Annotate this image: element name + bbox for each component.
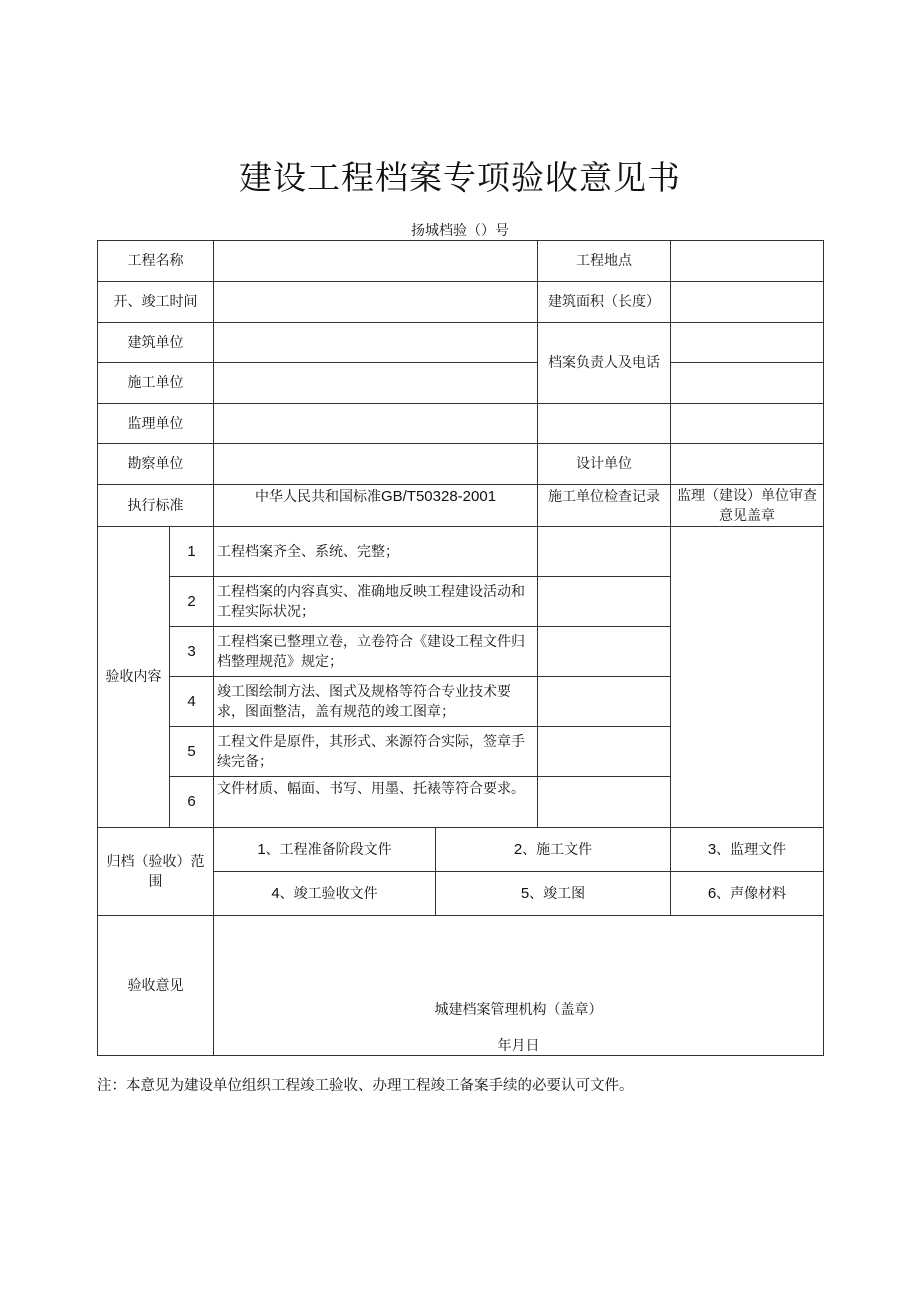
archive-contact-field-2[interactable] <box>671 363 824 404</box>
acceptance-item-text: 工程档案的内容真实、准确地反映工程建设活动和工程实际状况； <box>214 577 538 627</box>
acceptance-form-table <box>97 240 824 1056</box>
exec-standard-text: 中华人民共和国标准 <box>254 489 381 505</box>
project-location-label: 工程地点 <box>538 241 671 282</box>
document-number: 扬城档验（）号 <box>411 223 509 239</box>
scope-item-text: 、竣工验收文件 <box>279 885 378 902</box>
scope-item <box>436 828 671 872</box>
scope-item-text: 、施工文件 <box>522 841 593 858</box>
scope-item <box>671 872 824 916</box>
acceptance-item-no: 4 <box>170 677 214 727</box>
contractor-check-header: 施工单位检查记录 <box>538 485 671 527</box>
scope-item-text: 、声像材料 <box>716 885 787 902</box>
scope-item-no: 2 <box>513 840 523 858</box>
acceptance-item-text: 工程档案已整理立卷，立卷符合《建设工程文件归档整理规范》规定； <box>214 627 538 677</box>
acceptance-item-text: 竣工图绘制方法、图式及规格等符合专业技术要求，图面整洁，盖有规范的竣工图章； <box>214 677 538 727</box>
supervision-unit-extra[interactable] <box>538 404 671 444</box>
contractor-unit-field[interactable] <box>214 363 538 404</box>
scope-item-no: 4 <box>271 884 280 902</box>
scope-item <box>214 828 436 872</box>
contractor-check-cell-3[interactable] <box>538 627 671 677</box>
contractor-check-cell-2[interactable] <box>538 577 671 627</box>
contractor-check-cell-4[interactable] <box>538 677 671 727</box>
acceptance-item-no: 5 <box>170 727 214 777</box>
project-location-field[interactable] <box>671 241 824 282</box>
archive-authority-seal: 城建档案管理机构（盖章） <box>434 1002 603 1018</box>
design-unit-field[interactable] <box>671 444 824 485</box>
scope-item <box>436 872 671 916</box>
start-end-time-label: 开、竣工时间 <box>98 282 214 323</box>
project-name-field[interactable] <box>214 241 538 282</box>
construction-unit-field[interactable] <box>214 323 538 363</box>
scope-item-no: 6 <box>707 884 717 902</box>
supervisor-review-cell[interactable] <box>671 527 824 828</box>
contractor-check-cell-1[interactable] <box>538 527 671 577</box>
acceptance-item-text: 文件材质、幅面、书写、用墨、托裱等符合要求。 <box>214 777 538 828</box>
scope-item-text: 、竣工图 <box>529 885 586 902</box>
acceptance-item-text: 工程档案齐全、系统、完整； <box>214 527 538 577</box>
contractor-unit-label: 施工单位 <box>98 363 214 404</box>
supervision-unit-field[interactable] <box>214 404 538 444</box>
acceptance-content-label: 验收内容 <box>98 527 170 828</box>
scope-item-text: 、工程准备阶段文件 <box>265 841 392 858</box>
opinion-date: 年月日 <box>497 1038 540 1054</box>
contractor-check-cell-6[interactable] <box>538 777 671 828</box>
start-end-time-field[interactable] <box>214 282 538 323</box>
acceptance-item-no: 6 <box>170 777 214 828</box>
scope-item-text: 、监理文件 <box>716 841 787 858</box>
archive-scope-label: 归档（验收）范围 <box>98 828 214 916</box>
project-name-label: 工程名称 <box>98 241 214 282</box>
acceptance-opinion-field[interactable] <box>214 916 824 1056</box>
acceptance-opinion-label: 验收意见 <box>98 916 214 1056</box>
exec-standard-label: 执行标准 <box>98 485 214 527</box>
exec-standard-value <box>214 485 538 527</box>
acceptance-item-no: 2 <box>170 577 214 627</box>
supervision-unit-label: 监理单位 <box>98 404 214 444</box>
building-area-label: 建筑面积（长度） <box>538 282 671 323</box>
acceptance-item-text: 工程文件是原件，其形式、来源符合实际，签章手续完备； <box>214 727 538 777</box>
archive-contact-label: 档案负责人及电话 <box>538 323 671 404</box>
exec-standard-code: GB/T50328-2001 <box>380 488 497 505</box>
document-title: 建设工程档案专项验收意见书 <box>239 158 681 197</box>
contractor-check-cell-5[interactable] <box>538 727 671 777</box>
scope-item-no: 5 <box>520 884 530 902</box>
building-area-field[interactable] <box>671 282 824 323</box>
survey-unit-field[interactable] <box>214 444 538 485</box>
scope-item <box>671 828 824 872</box>
construction-unit-label: 建筑单位 <box>98 323 214 363</box>
supervision-unit-extra-2[interactable] <box>671 404 824 444</box>
archive-contact-field-1[interactable] <box>671 323 824 363</box>
acceptance-item-no: 1 <box>170 527 214 577</box>
scope-item-no: 3 <box>707 840 717 858</box>
scope-item-no: 1 <box>257 840 266 858</box>
design-unit-label: 设计单位 <box>538 444 671 485</box>
supervisor-review-header: 监理（建设）单位审查意见盖章 <box>671 485 824 527</box>
acceptance-item-no: 3 <box>170 627 214 677</box>
footnote: 注：本意见为建设单位组织工程竣工验收、办理工程竣工备案手续的必要认可文件。 <box>97 1078 634 1094</box>
scope-item <box>214 872 436 916</box>
survey-unit-label: 勘察单位 <box>98 444 214 485</box>
